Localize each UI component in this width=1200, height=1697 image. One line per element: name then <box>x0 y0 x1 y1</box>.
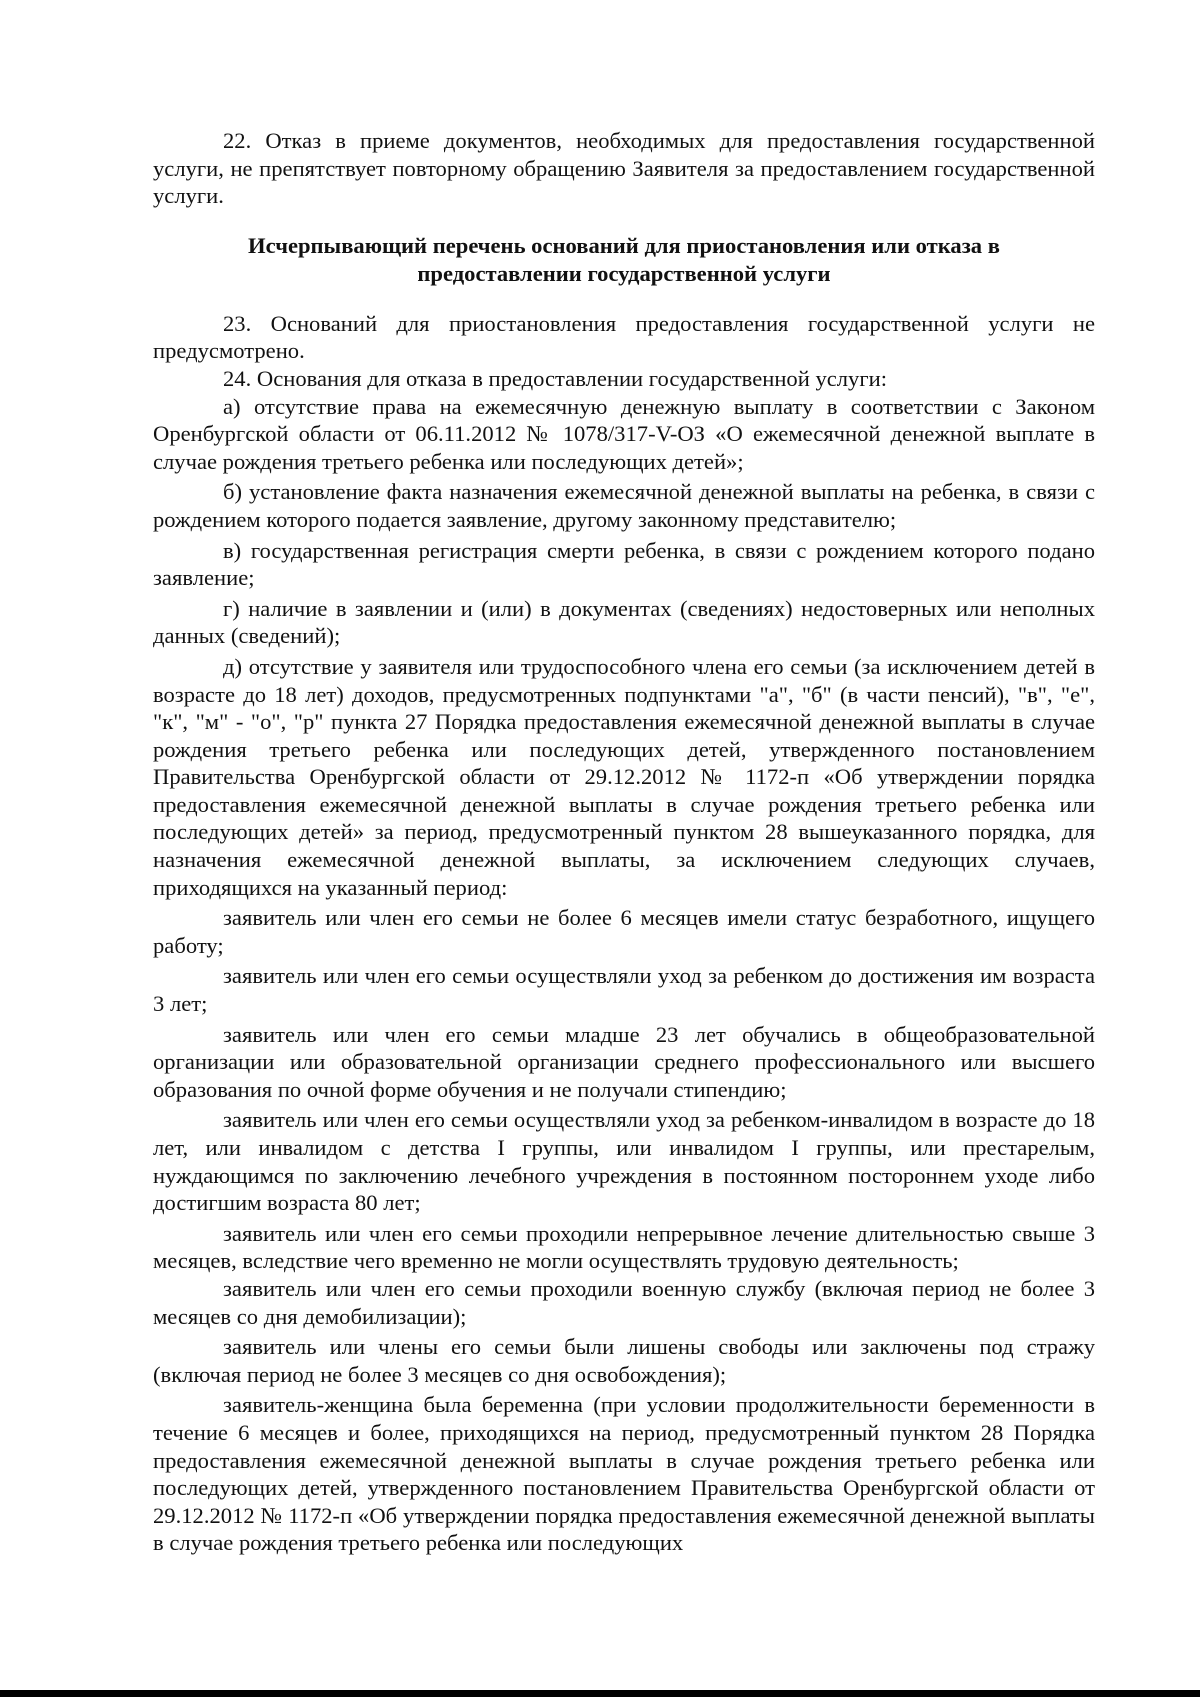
section-heading <box>153 232 1095 288</box>
exception-case-4: заявитель или член его семьи осуществляли уход за ребенком-инвалидом в возрасте до 18 лет, или инвалидом с детства I группы, или инвалидом I группы, или престарелым, нуждающимся по заключению лечебного учреждения в постоянном постороннем уходе либо достигшим возраста 80 лет; <box>153 1107 1095 1216</box>
section-heading-line-2: предоставлении государственной услуги <box>417 260 831 286</box>
exception-case-3: заявитель или член его семьи младше 23 лет обучались в общеобразовательной организации или образовательной организации среднего профессионального или высшего образования по очной форме обучения и не получали стипендию; <box>153 1021 1095 1102</box>
item-d: д) отсутствие у заявителя или трудоспособного члена его семьи (за исключением детей в возрасте до 18 лет) доходов, предусмотренных подпунктами "а", "б" (в части пенсий), "в", "е", "к", "м" - "о", "р" пункта 27 Порядка предоставления ежемесячной денежной выплаты в случае рождения третьего ребенка или последующих детей, утвержденного постановлением Правительства Оренбургской области от 29.12.2012 № 1172-п «Об утверждении порядка предоставления ежемесячной денежной выплаты в случае рождения третьего ребенка или последующих детей» за период, предусмотренный пунктом 28 вышеуказанного порядка, для назначения ежемесячной денежной выплаты, за исключением следующих случаев, приходящихся на указанный период: <box>153 653 1095 900</box>
exception-case-5: заявитель или член его семьи проходили непрерывное лечение длительностью свыше 3 месяцев, вследствие чего временно не могли осуществлять трудовую деятельность; <box>153 1220 1095 1274</box>
item-v: в) государственная регистрация смерти ребенка, в связи с рождением которого подано заявление; <box>153 537 1095 591</box>
exception-case-1: заявитель или член его семьи не более 6 месяцев имели статус безработного, ищущего работу; <box>153 905 1095 958</box>
item-g: г) наличие в заявлении и (или) в документах (сведениях) недостоверных или неполных данных (сведений); <box>153 595 1095 649</box>
paragraph-22: 22. Отказ в приеме документов, необходимых для предоставления государственной услуги, не препятствует повторному обращению Заявителя за предоставлением государственной услуги. <box>153 128 1095 209</box>
scan-bottom-edge <box>0 1690 1200 1697</box>
item-a: а) отсутствие права на ежемесячную денежную выплату в соответствии с Законом Оренбургской области от 06.11.2012 № 1078/317-V-ОЗ «О ежемесячной денежной выплате в случае рождения третьего ребенка или последующих детей»; <box>153 393 1095 474</box>
section-heading-line-1: Исчерпывающий перечень оснований для приостановления или отказа в <box>248 232 1000 258</box>
paragraph-24: 24. Основания для отказа в предоставлении государственной услуги: <box>223 365 887 391</box>
exception-case-7: заявитель или члены его семьи были лишены свободы или заключены под стражу (включая период не более 3 месяцев со дня освобождения); <box>153 1334 1095 1387</box>
exception-case-2: заявитель или член его семьи осуществляли уход за ребенком до достижения им возраста 3 лет; <box>153 963 1095 1017</box>
paragraph-23: 23. Оснований для приостановления предоставления государственной услуги не предусмотрено. <box>153 310 1095 364</box>
exception-case-8: заявитель-женщина была беременна (при условии продолжительности беременности в течение 6 месяцев и более, приходящихся на период, предусмотренный пунктом 28 Порядка предоставления ежемесячной денежной выплаты в случае рождения третьего ребенка или последующих детей, утвержденного постановлением Правительства Оренбургской области от 29.12.2012 № 1172-п «Об утверждении порядка предоставления ежемесячной денежной выплаты в случае рождения третьего ребенка или последующих <box>153 1392 1095 1556</box>
item-b: б) установление факта назначения ежемесячной денежной выплаты на ребенка, в связи с рождением которого подается заявление, другому законному представителю; <box>153 479 1095 532</box>
document-body <box>153 127 1095 1557</box>
exception-case-6: заявитель или член его семьи проходили военную службу (включая период не более 3 месяцев со дня демобилизации); <box>153 1275 1095 1329</box>
